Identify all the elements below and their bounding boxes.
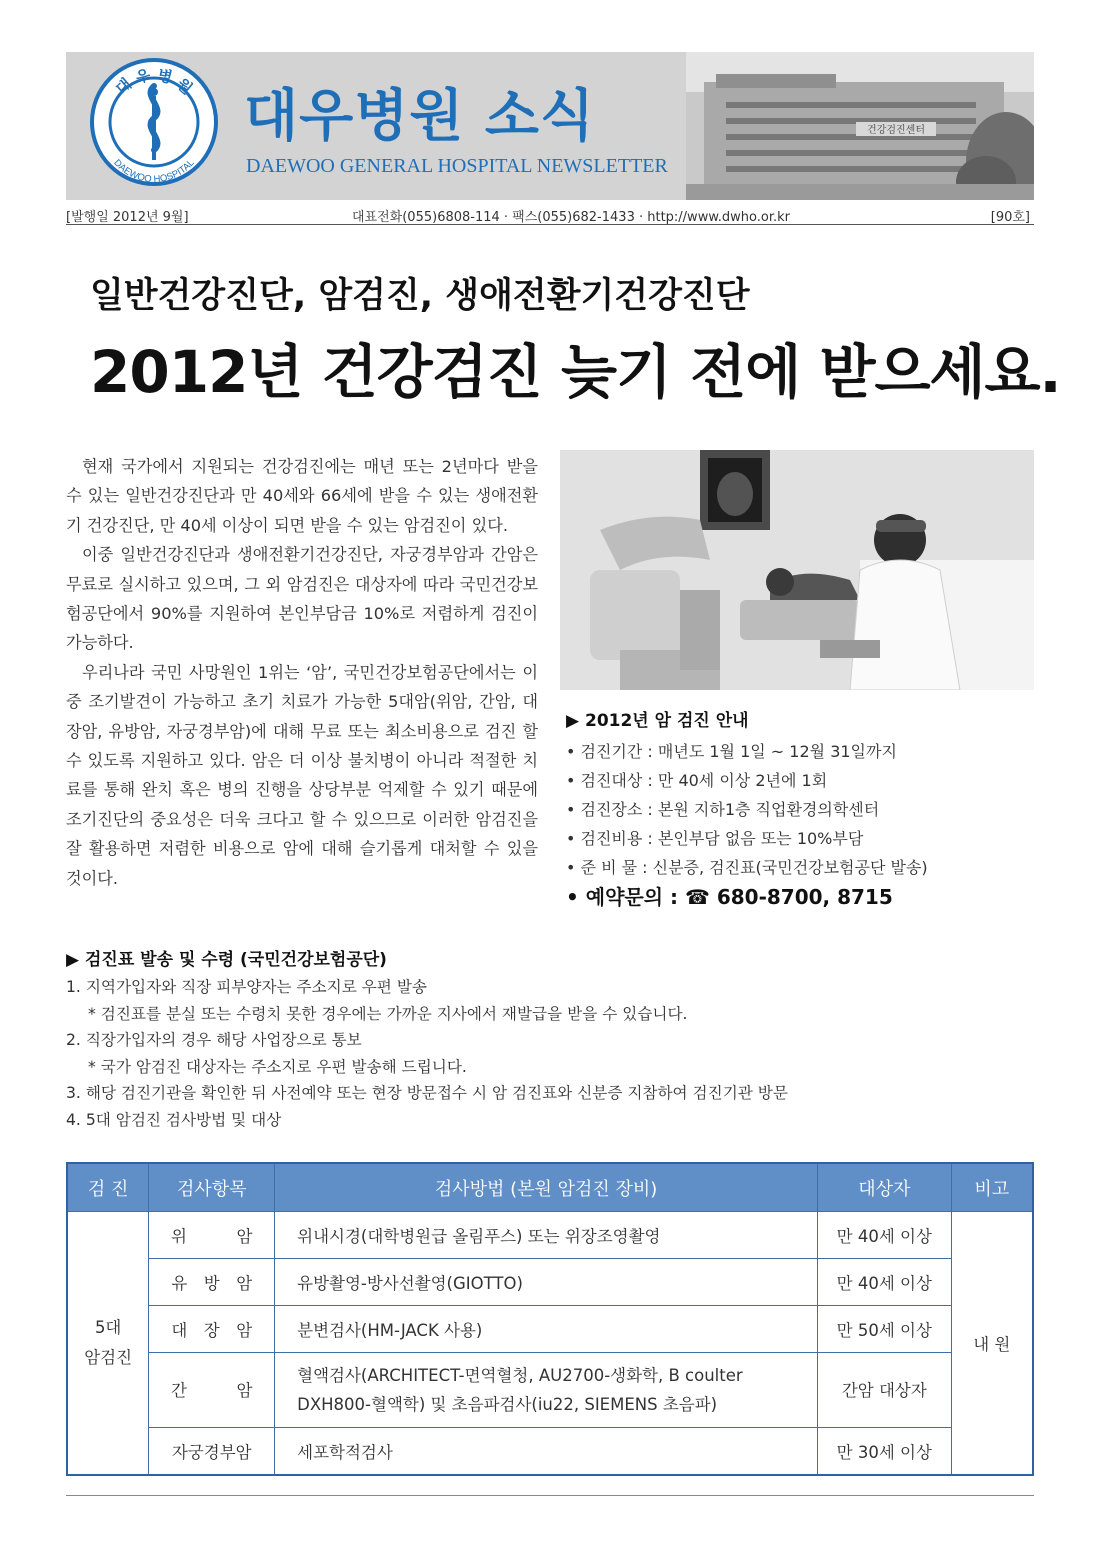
notice-note: * 검진표를 분실 또는 수령치 못한 경우에는 가까운 지사에서 재발급을 받을 수 있습니다. bbox=[88, 1004, 688, 1023]
exam-method: 세포학적검사 bbox=[275, 1428, 818, 1476]
group-label: 암검진 bbox=[84, 1348, 133, 1367]
exam-target: 만 50세 이상 bbox=[817, 1306, 951, 1353]
logo-arc-text: 대 우 병 원 bbox=[112, 65, 196, 98]
exam-item: 자궁경부암 bbox=[149, 1428, 275, 1476]
group-label-cell bbox=[67, 1212, 149, 1476]
exam-method: 혈액검사(ARCHITECT-면역혈청, AU2700-생화학, B coulter DXH800-혈액학) 및 초음파검사(iu22, SIEMENS 초음파) bbox=[275, 1353, 818, 1428]
column-header: 검사항목 bbox=[149, 1163, 275, 1212]
table-row bbox=[67, 1428, 1033, 1476]
article-paragraph: 현재 국가에서 지원되는 건강검진에는 매년 또는 2년마다 받을 수 있는 일반건강진단과 만 40세와 66세에 받을 수 있는 생애전환기 건강진단, 만 40세 이상이 되면 받을 수 있는 암검진이 있다. bbox=[66, 457, 538, 535]
table-header-row bbox=[67, 1163, 1033, 1212]
table-row bbox=[67, 1259, 1033, 1306]
building-sign: 건강검진센터 bbox=[867, 125, 925, 136]
footer-divider bbox=[66, 1495, 1034, 1496]
exam-method: 위내시경(대학병원급 올림푸스) 또는 위장조영촬영 bbox=[275, 1212, 818, 1259]
exam-item: 유 방 암 bbox=[149, 1259, 275, 1306]
table-row bbox=[67, 1212, 1033, 1259]
exam-item: 대 장 암 bbox=[149, 1306, 275, 1353]
notice-note: * 국가 암검진 대상자는 주소지로 우편 발송해 드립니다. bbox=[88, 1057, 467, 1076]
notice-line: 1. 지역가입자와 직장 피부양자는 주소지로 우편 발송 bbox=[66, 978, 427, 996]
exam-notice bbox=[66, 946, 1034, 1133]
masthead-banner bbox=[66, 52, 1034, 200]
logo-bottom-text: DAEWOO HOSPITAL bbox=[111, 157, 197, 186]
exam-target: 간암 대상자 bbox=[817, 1353, 951, 1428]
article-paragraph: 이중 일반건강진단과 생애전환기건강진단, 자궁경부암과 간암은 무료로 실시하고 있으며, 그 외 암검진은 대상자에 따라 국민건강보험공단에서 90%를 지원하여 본인부담금 10%로 저렴하게 검진이 가능하다. bbox=[66, 545, 538, 653]
guide-item: • 준 비 물 : 신분증, 검진표(국민건강보험공단 발송) bbox=[566, 858, 928, 877]
exam-item: 간 암 bbox=[149, 1353, 275, 1428]
notice-line: 4. 5대 암검진 검사방법 및 대상 bbox=[66, 1110, 282, 1129]
column-header: 비고 bbox=[951, 1163, 1033, 1212]
exam-target: 만 40세 이상 bbox=[817, 1259, 951, 1306]
article-body bbox=[66, 452, 538, 893]
ultrasound-exam-photo bbox=[560, 450, 1034, 690]
table-row bbox=[67, 1306, 1033, 1353]
article-paragraph: 우리나라 국민 사망원인 1위는 ‘암’, 국민건강보험공단에서는 이중 조기발견이 가능하고 초기 치료가 가능한 5대암(위암, 간암, 대장암, 유방암, 자궁경부암)에 대해 무료 또는 최소비용으로 검진 할 수 있도록 지원하고 있다. 암은 더 이상 불치병이 아니라 적절한 치료를 통해 완치 혹은 병의 진행을 상당부분 억제할 수 있기 때문에 조기진단의 중요성은 더욱 크다고 할 수 있으므로 이러한 암검진을 잘 활용하면 저렴한 비용으로 암에 대해 슬기롭게 대처할 수 있을 것이다. bbox=[66, 662, 538, 888]
guide-item: • 검진비용 : 본인부담 없음 또는 10%부담 bbox=[566, 829, 864, 848]
reservation-phone: • 예약문의 : ☎ 680-8700, 8715 bbox=[566, 885, 893, 909]
info-bar bbox=[66, 204, 1034, 225]
hospital-logo-icon bbox=[88, 56, 220, 188]
guide-item: • 검진장소 : 본원 지하1층 직업환경의학센터 bbox=[566, 800, 880, 819]
column-header: 대상자 bbox=[817, 1163, 951, 1212]
table-row bbox=[67, 1353, 1033, 1428]
notice-line: 3. 해당 검진기관을 확인한 뒤 사전예약 또는 현장 방문접수 시 암 검진표와 신분증 지참하여 검진기관 방문 bbox=[66, 1084, 788, 1102]
guide-item: • 검진대상 : 만 40세 이상 2년에 1회 bbox=[566, 771, 828, 790]
newsletter-subtitle: DAEWOO GENERAL HOSPITAL NEWSLETTER bbox=[246, 155, 668, 177]
cancer-exam-guide bbox=[566, 706, 1036, 912]
column-header: 검 진 bbox=[67, 1163, 149, 1212]
hospital-building-image bbox=[686, 52, 1034, 200]
guide-item: • 검진기간 : 매년도 1월 1일 ~ 12월 31일까지 bbox=[566, 742, 897, 761]
exam-target: 만 30세 이상 bbox=[817, 1428, 951, 1476]
exam-target: 만 40세 이상 bbox=[817, 1212, 951, 1259]
headline-subtitle: 일반건강진단, 암검진, 생애전환기건강진단 bbox=[90, 276, 750, 316]
newsletter-title: 대우병원 소식 bbox=[244, 84, 596, 149]
exam-method: 분변검사(HM-JACK 사용) bbox=[275, 1306, 818, 1353]
notice-line: 2. 직장가입자의 경우 해당 사업장으로 통보 bbox=[66, 1031, 362, 1049]
contact-info: 대표전화(055)6808-114 · 팩스(055)682-1433 · http://www.dwho.or.kr bbox=[352, 210, 790, 225]
cancer-exam-table bbox=[66, 1162, 1034, 1476]
guide-title: ▶ 2012년 암 검진 안내 bbox=[566, 711, 749, 731]
issue-number: [90호] bbox=[990, 210, 1030, 225]
issue-date: [발행일 2012년 9월] bbox=[66, 210, 189, 225]
group-label: 5대 bbox=[94, 1318, 122, 1337]
exam-method: 유방촬영-방사선촬영(GIOTTO) bbox=[275, 1259, 818, 1306]
column-header: 검사방법 (본원 암검진 장비) bbox=[275, 1163, 818, 1212]
remark-cell: 내 원 bbox=[951, 1212, 1033, 1476]
exam-item: 위 암 bbox=[149, 1212, 275, 1259]
notice-title: ▶ 검진표 발송 및 수령 (국민건강보험공단) bbox=[66, 950, 387, 970]
headline-title: 2012년 건강검진 늦기 전에 받으세요. bbox=[90, 338, 1061, 406]
